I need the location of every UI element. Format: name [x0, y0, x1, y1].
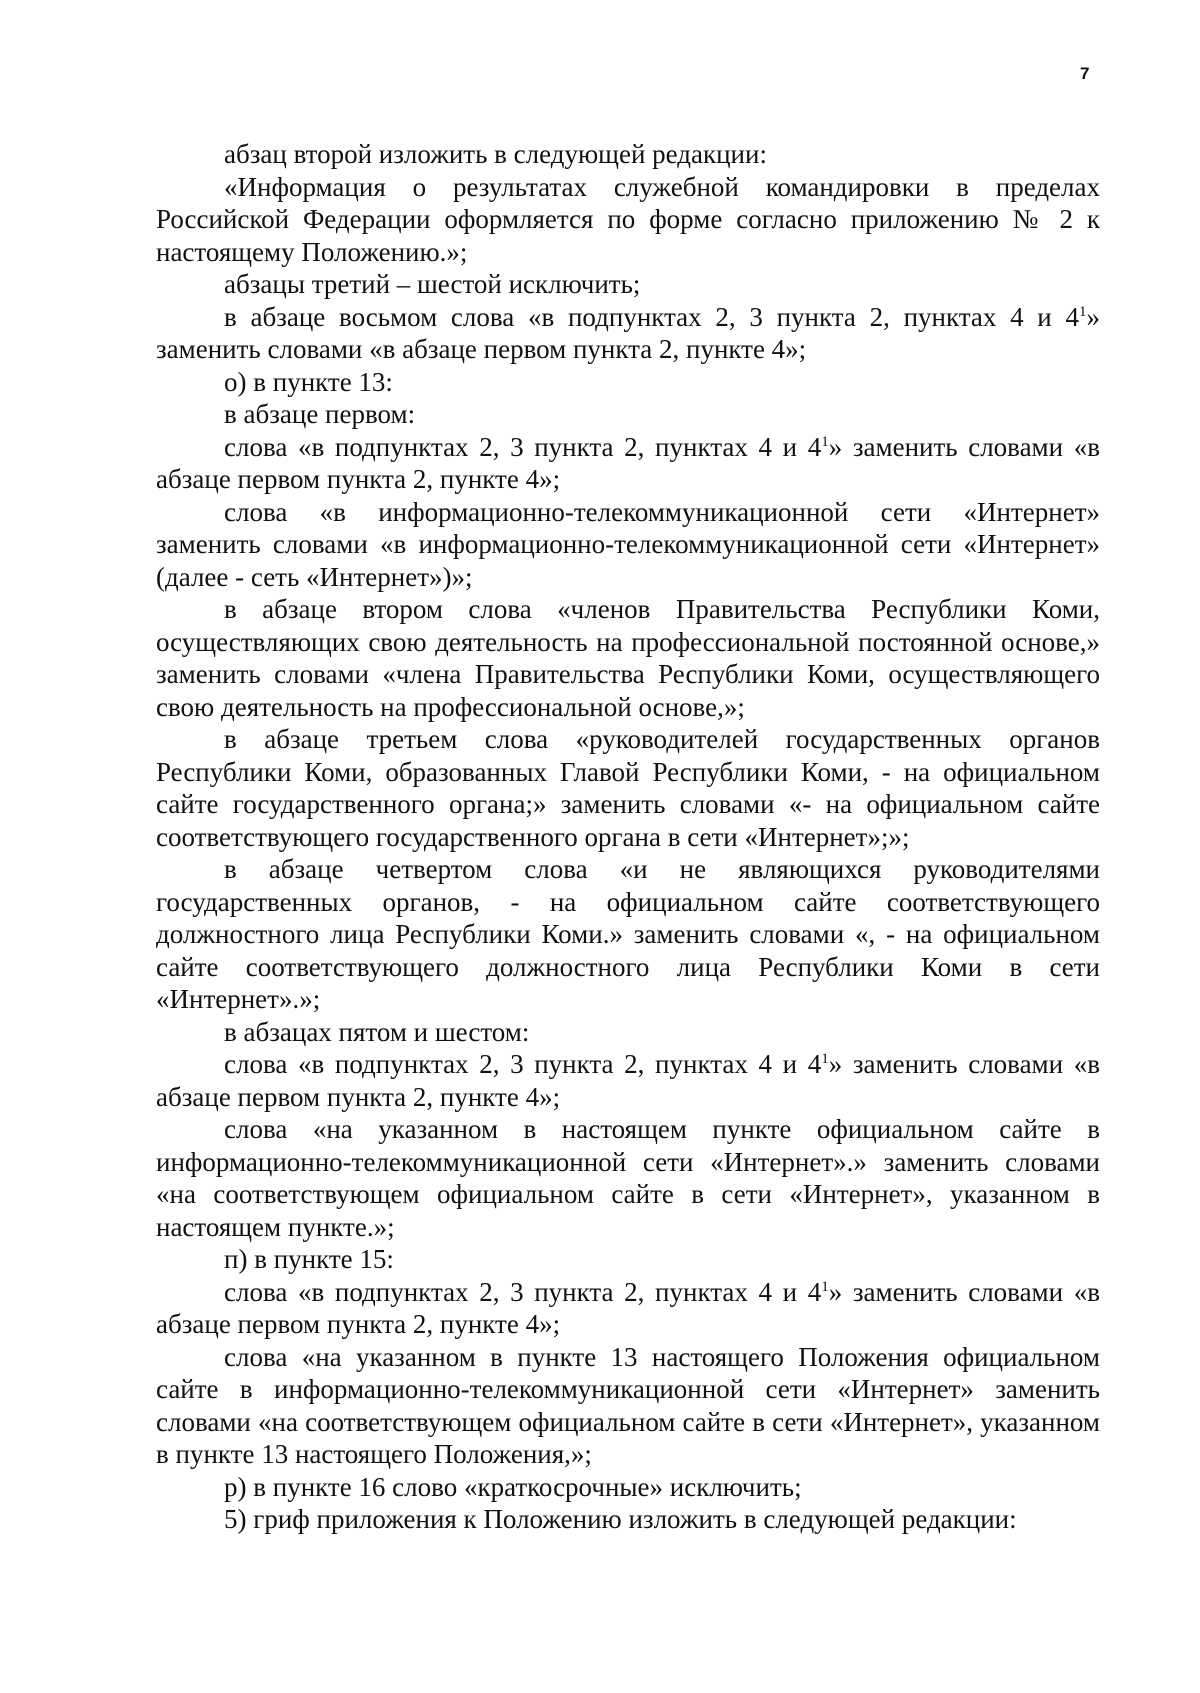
paragraph: в абзаце восьмом слова «в подпунктах 2, 3 пункта 2, пунктах 4 и $4^1$» заменить словами «в абзаце первом пункта 2, пункте 4»;	[156, 301, 1100, 364]
paragraph: в абзаце третьем слова «руководителей государственных органов Республики Коми, образованных Главой Республики Коми, - на официальном сайте государственного органа;» заменить словами «- на официальном сайте соответствующего государственного органа в сети «Интернет»;»;	[156, 724, 1100, 852]
paragraph: слова «в подпунктах 2, 3 пункта 2, пунктах 4 и $4^1$» заменить словами «в абзаце первом пункта 2, пункте 4»;	[156, 1276, 1100, 1339]
superscript: 1	[821, 433, 829, 450]
paragraph: о) в пункте 13:	[224, 366, 393, 397]
paragraph: в абзаце первом:	[224, 399, 416, 429]
paragraph: слова «на указанном в настоящем пункте официальном сайте в информационно-телекоммуникационной сети «Интернет».» заменить словами «на соответствующем официальном сайте в сети «Интернет», указанном в настоящем пункте.»;	[156, 1114, 1100, 1242]
paragraph: слова «в подпунктах 2, 3 пункта 2, пунктах 4 и $4^1$» заменить словами «в абзаце первом пункта 2, пункте 4»;	[156, 1049, 1100, 1112]
paragraph: слова «в информационно-телекоммуникационной сети «Интернет» заменить словами «в информационно-телекоммуникационной сети «Интернет» (далее - сеть «Интернет»)»;	[156, 496, 1100, 592]
document-body	[156, 138, 1100, 1536]
paragraph: слова «в подпунктах 2, 3 пункта 2, пунктах 4 и $4^1$» заменить словами «в абзаце первом пункта 2, пункте 4»;	[156, 431, 1100, 494]
paragraph: в абзаце втором слова «членов Правительства Республики Коми, осуществляющих свою деятельность на профессиональной постоянной основе,» заменить словами «члена Правительства Республики Коми, осуществляющего свою деятельность на профессиональной основе,»;	[156, 594, 1100, 722]
paragraph: слова «на указанном в пункте 13 настоящего Положения официальном сайте в информационно-телекоммуникационной сети «Интернет» заменить словами «на соответствующем официальном сайте в сети «Интернет», указанном в пункте 13 настоящего Положения,»;	[156, 1341, 1100, 1469]
paragraph: «Информация о результатах служебной командировки в пределах Российской Федерации оформляется по форме согласно приложению № 2 к настоящему Положению.»;	[156, 171, 1100, 267]
superscript: 1	[821, 1051, 829, 1067]
paragraph: абзацы третий – шестой исключить;	[224, 269, 641, 299]
page-number: 7	[1080, 64, 1090, 83]
paragraph: 5) гриф приложения к Положению изложить в следующей редакции:	[224, 1504, 1017, 1534]
superscript: 1	[1079, 303, 1087, 320]
paragraph: абзац второй изложить в следующей редакции:	[224, 139, 767, 169]
superscript: 1	[821, 1278, 829, 1295]
paragraph: в абзацах пятом и шестом:	[224, 1016, 530, 1047]
paragraph: р) в пункте 16 слово «краткосрочные» исключить;	[224, 1471, 802, 1502]
paragraph: в абзаце четвертом слова «и не являющихся руководителями государственных органов, - на официальном сайте соответствующего должностного лица Республики Коми.» заменить словами «, - на официальном сайте соответствующего должностного лица Республики Коми в сети «Интернет».»;	[156, 854, 1100, 1014]
paragraph: п) в пункте 15:	[224, 1244, 394, 1274]
